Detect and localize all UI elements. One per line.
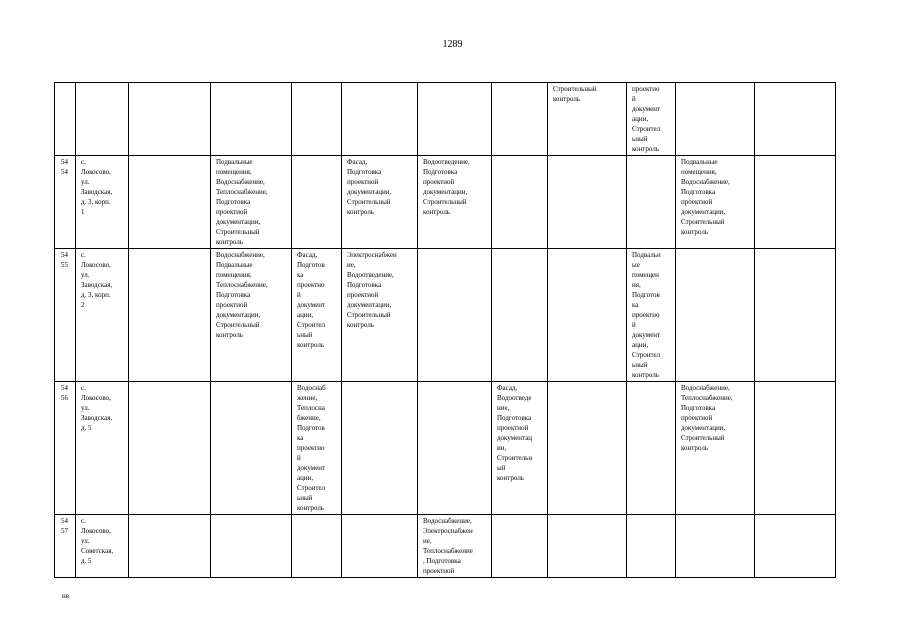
work-type-cell	[418, 249, 492, 382]
work-type-cell	[676, 83, 755, 156]
work-type-cell: Подвальн ые помещен ия, Подготов ка проектно й документ ации, Строител ьный контроль	[627, 249, 676, 382]
work-type-cell	[492, 515, 548, 578]
work-type-cell	[548, 515, 627, 578]
work-type-cell	[676, 249, 755, 382]
work-type-cell	[676, 515, 755, 578]
row-number-cell: 54 54	[55, 156, 76, 249]
work-type-cell	[627, 515, 676, 578]
work-type-cell: Фасад, Подготов ка проектно й документ ации, Строител ьный контроль	[292, 249, 342, 382]
work-type-cell	[418, 83, 492, 156]
work-type-cell: Водоснабжение, Электроснабжен ие, Теплоснабжение , Подготовка проектной	[418, 515, 492, 578]
table-row	[55, 249, 836, 382]
work-type-cell: Подвальные помещения, Водоснабжение, Подготовка проектной документации, Строительный контроль	[676, 156, 755, 249]
work-type-cell	[129, 515, 211, 578]
table-row	[55, 515, 836, 578]
work-type-cell	[627, 382, 676, 515]
work-type-cell	[342, 515, 418, 578]
work-type-cell	[492, 156, 548, 249]
work-type-cell	[129, 83, 211, 156]
work-type-cell	[755, 83, 836, 156]
work-type-cell	[129, 156, 211, 249]
work-type-cell: Водоотведение, Подготовка проектной документации, Строительный контроль	[418, 156, 492, 249]
work-type-cell: Строительный контроль	[548, 83, 627, 156]
work-type-cell: Фасад, Подготовка проектной документации, Строительный контроль	[342, 156, 418, 249]
work-type-cell	[211, 382, 292, 515]
work-type-cell: проектно й документ ации, Строител ьный контроль	[627, 83, 676, 156]
table-row	[55, 156, 836, 249]
row-number-cell: 54 55	[55, 249, 76, 382]
work-type-cell	[755, 515, 836, 578]
address-cell: с. Локосово, ул. Заводская, д. 3, корп. 2	[76, 249, 129, 382]
work-type-cell	[211, 83, 292, 156]
work-type-cell: Водоснаб жение, Теплосна бжение, Подготов ка проектно й документ ации, Строител ьный контроль	[292, 382, 342, 515]
work-type-cell: Фасад, Водоотведе ние, Подготовка проектной документац ии, Строительн ый контроль	[492, 382, 548, 515]
work-type-cell	[292, 83, 342, 156]
address-cell: с. Локосово, ул. Заводская, д. 5	[76, 382, 129, 515]
work-type-cell	[548, 249, 627, 382]
address-cell	[76, 83, 129, 156]
footer-mark: нв	[62, 592, 70, 600]
table-row	[55, 83, 836, 156]
page-number: 1289	[442, 39, 463, 50]
table-row	[55, 382, 836, 515]
work-type-cell	[292, 515, 342, 578]
work-type-cell: Водоснабжение, Теплоснабжение, Подготовка проектной документации, Строительный контроль	[676, 382, 755, 515]
work-type-cell: Подвальные помещения, Водоснабжение, Теплоснабжение, Подготовка проектной документации, Строительный контроль	[211, 156, 292, 249]
work-type-cell	[492, 249, 548, 382]
work-type-cell	[492, 83, 548, 156]
work-type-cell	[211, 515, 292, 578]
work-type-cell	[627, 156, 676, 249]
work-type-cell	[755, 249, 836, 382]
work-type-cell	[755, 156, 836, 249]
work-type-cell	[129, 382, 211, 515]
address-cell: с. Локосово, ул. Заводская, д. 3, корп. 1	[76, 156, 129, 249]
work-type-cell	[418, 382, 492, 515]
row-number-cell	[55, 83, 76, 156]
work-type-cell	[342, 382, 418, 515]
row-number-cell: 54 56	[55, 382, 76, 515]
work-type-cell	[755, 382, 836, 515]
address-cell: с. Локосово, ул. Советская, д. 5	[76, 515, 129, 578]
row-number-cell: 54 57	[55, 515, 76, 578]
work-type-cell	[342, 83, 418, 156]
works-table	[54, 82, 836, 578]
work-type-cell: Водоснабжение, Подвальные помещения, Теплоснабжение, Подготовка проектной документации, Строительный контроль	[211, 249, 292, 382]
work-type-cell: Электроснабжен ие, Водоотведение, Подготовка проектной документации, Строительный контроль	[342, 249, 418, 382]
work-type-cell	[292, 156, 342, 249]
work-type-cell	[548, 156, 627, 249]
work-type-cell	[548, 382, 627, 515]
work-type-cell	[129, 249, 211, 382]
